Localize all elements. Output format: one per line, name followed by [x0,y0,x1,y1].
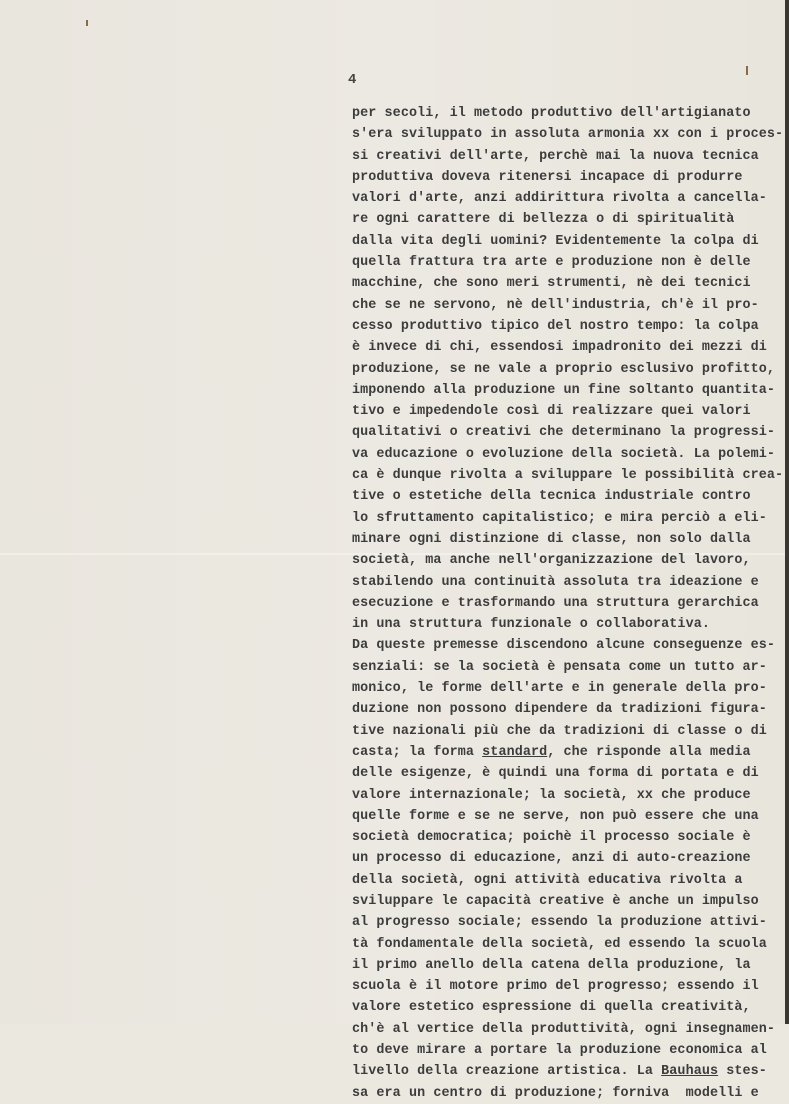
text-line: tivo e impedendole così di realizzare quei valori [352,404,751,420]
text-line: valore estetico espressione di quella creatività, [352,1000,751,1016]
typewritten-text [352,103,783,1104]
page-edge [785,0,789,1024]
text-line: to deve mirare a portare la produzione economica al [352,1043,767,1059]
text-line: il primo anello della catena della produzione, la [352,957,751,973]
text-line: della società, ogni attività educativa rivolta a [352,872,743,888]
text-line: delle esigenze, è quindi una forma di portata e di [352,766,759,782]
text-line: che se ne servono, nè dell'industria, ch'è il pro- [352,297,759,313]
text-line: re ogni carattere di bellezza o di spiritualità [352,212,735,228]
text-line [352,1061,783,1082]
text-line: tive o estetiche della tecnica industriale contro [352,489,751,505]
text-line: in una struttura funzionale o collaborativa. [352,617,710,633]
text-line: va educazione o evoluzione della società. La polemi- [352,446,776,462]
paper-speck [86,20,88,26]
text-line: cesso produttivo tipico del nostro tempo: la colpa [352,318,759,334]
text-line: tive nazionali più che da tradizioni di classe o di [352,723,767,739]
text-line: minare ogni distinzione di classe, non solo dalla [352,531,751,547]
text-line: produttiva doveva ritenersi incapace di produrre [352,169,743,185]
text-segment: stes- [718,1064,767,1080]
text-line: macchine, che sono meri strumenti, nè dei tecnici [352,276,751,292]
text-line: dalla vita degli uomini? Evidentemente la colpa di [352,233,759,249]
text-segment: , che risponde alla media [547,744,751,760]
text-line: società democratica; poichè il processo sociale è [352,830,751,846]
text-line: duzione non possono dipendere da tradizioni figura- [352,702,767,718]
page-number: 4 [348,72,357,88]
text-line: produzione, se ne vale a proprio esclusivo profitto, [352,361,776,377]
text-line: ch'è al vertice della produttività, ogni insegnamen- [352,1021,776,1037]
underlined-word: Bauhaus [661,1064,719,1080]
text-line: al progresso sociale; essendo la produzione attivi- [352,915,767,931]
text-segment: casta; la forma [352,744,483,760]
text-line: qualitativi o creativi che determinano la progressi- [352,425,776,441]
text-line: quelle forme e se ne serve, non può essere che una [352,808,759,824]
text-line: si creativi dell'arte, perchè mai la nuova tecnica [352,148,759,164]
text-line: un processo di educazione, anzi di auto-creazione [352,851,751,867]
paper-speck [746,66,748,75]
text-line: per secoli, il metodo produttivo dell'artigianato [352,106,751,121]
text-line: senziali: se la società è pensata come un tutto ar- [352,659,767,675]
text-line: imponendo alla produzione un fine soltanto quantita- [352,382,776,398]
text-line: ca è dunque rivolta a sviluppare le possibilità crea- [352,468,784,484]
text-line: società, ma anche nell'organizzazione del lavoro, [352,553,751,569]
text-line: monico, le forme dell'arte e in generale della pro- [352,681,767,697]
text-line: sviluppare le capacità creative è anche un impulso [352,893,759,909]
text-line: valori d'arte, anzi addirittura rivolta a cancella- [352,191,767,207]
text-line: esecuzione e trasformando una struttura gerarchica [352,595,759,611]
text-line: s'era sviluppato in assoluta armonia xx con i proces- [352,127,784,143]
text-line: sa era un centro di produzione; forniva modelli e [352,1085,759,1101]
text-line: valore internazionale; la società, xx che produce [352,787,751,803]
text-line: lo sfruttamento capitalistico; e mira perciò a eli- [352,510,767,526]
text-line: tà fondamentale della società, ed essendo la scuola [352,936,767,952]
text-line: quella frattura tra arte e produzione non è delle [352,255,751,271]
underlined-word: standard [482,744,548,760]
text-line: scuola è il motore primo del progresso; essendo il [352,979,759,995]
text-line: Da queste premesse discendono alcune conseguenze es- [352,638,776,654]
text-line [352,742,783,763]
text-segment: livello della creazione artistica. La [352,1064,662,1080]
text-line: stabilendo una continuità assoluta tra ideazione e [352,574,759,590]
text-line: è invece di chi, essendosi impadronito dei mezzi di [352,340,767,356]
